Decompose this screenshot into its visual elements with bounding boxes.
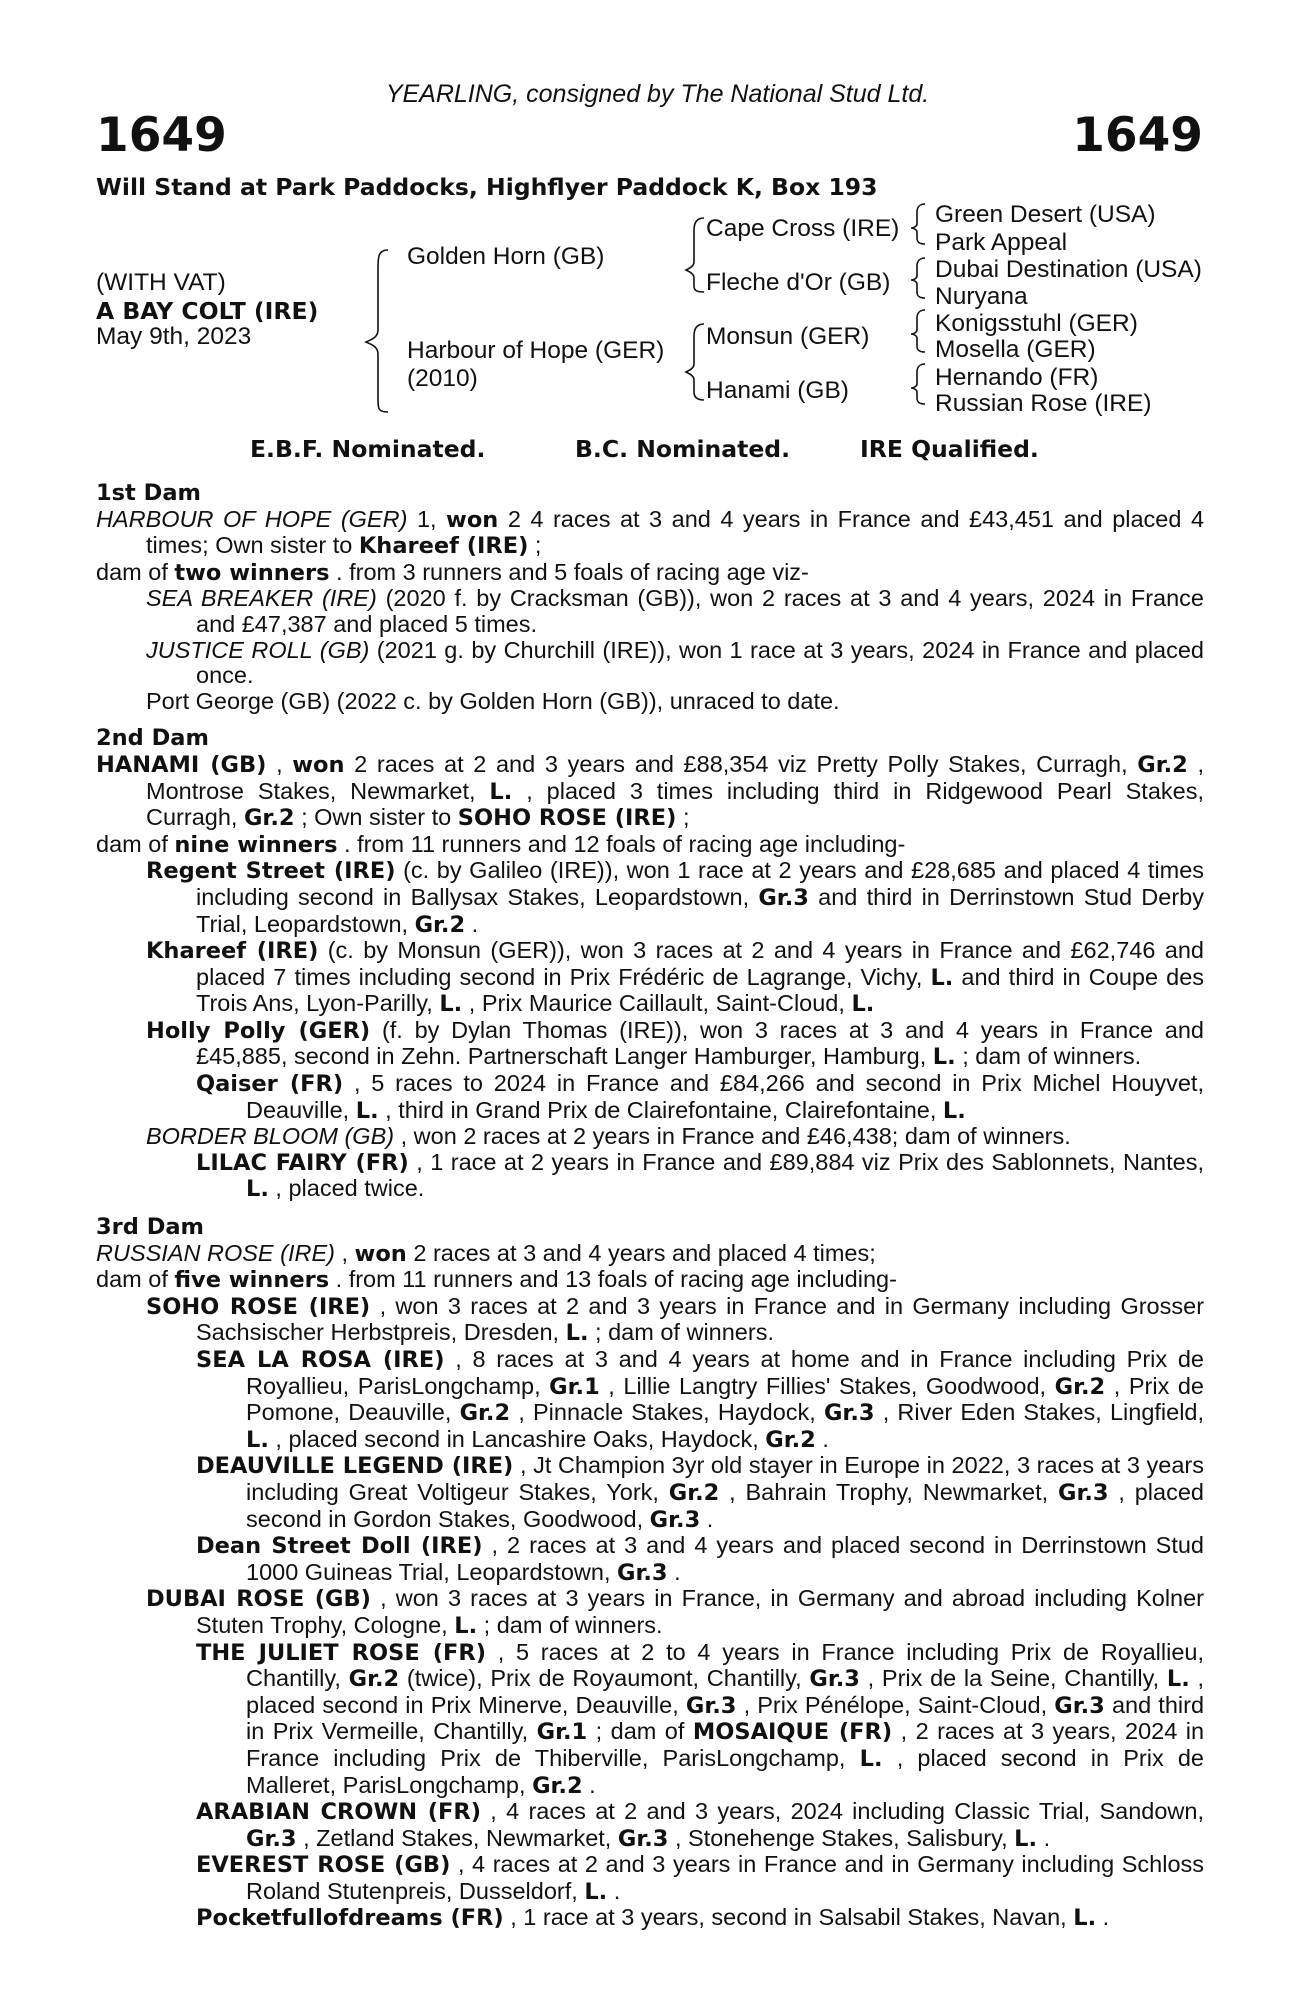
text-run: ; Own sister to [301,804,458,831]
bold-text: DEAUVILLE LEGEND (IRE) [196,1453,514,1480]
bold-text: Gr.3 [649,1506,701,1533]
text-run: and third in Prix Vermeille, Chantilly, [246,1691,1205,1745]
text-run: 1, [416,505,447,532]
dam-section [96,1215,1204,1932]
text-run: and third in Coupe des Trois Ans, Lyon-Parilly, [196,963,1205,1017]
bold-text: Gr.1 [536,1719,588,1746]
text-run: , 5 races to 2024 in France and £84,266 and second in Prix Michel Houyvet, Deauville, [246,1070,1204,1123]
bold-text: L. [489,778,513,805]
bold-text: Khareef (IRE) [146,938,319,965]
bold-text: won [354,1240,407,1267]
text-run: , Prix Pénélope, Saint-Cloud, [743,1691,1055,1718]
bold-text: Gr.3 [617,1825,669,1852]
bold-text: HANAMI (GB) [96,751,267,778]
produce-record [96,1294,1204,1347]
bold-text: EVEREST ROSE (GB) [196,1852,451,1879]
lot-number-right: 1649 [1072,108,1203,163]
sire-name: Golden Horn (GB) [407,243,605,270]
bold-text: Qaiser (FR) [196,1071,344,1098]
bold-text: won [292,751,345,778]
text-run: , 5 races at 2 to 4 years in France including Prix de Royallieu, Chantilly, [246,1638,1205,1692]
bold-text: Gr.2 [1054,1373,1106,1400]
text-run: . from 11 runners and 13 foals of racing age including- [335,1266,897,1293]
dam-section [96,726,1204,1203]
bold-text: Gr.2 [243,805,295,832]
text-run: , Prix de Pomone, Deauville, [246,1372,1205,1426]
text-run: 2 races at 2 and 3 years and £88,354 viz Pretty Polly Stakes, Curragh, [354,750,1138,777]
text-run: , Zetland Stakes, Newmarket, [303,1824,618,1851]
dam-section-heading: 3rd Dam [96,1214,204,1241]
text-run: , placed second in Lancashire Oaks, Haydock, [275,1425,766,1452]
text-run: , 1 race at 3 years, second in Salsabil Stakes, Navan, [510,1904,1074,1931]
bold-text: Gr.2 [459,1400,511,1427]
text-run: (c. by Galileo (IRE)), won 1 race at 2 years and £28,685 and placed 4 times including second in Ballysax Stakes, Leopardstown, [196,857,1205,910]
bold-text: L. [246,1426,269,1453]
text-run: dam of [96,1266,175,1293]
text-run: ; dam of winners. [483,1611,663,1638]
bold-text: won [446,506,499,533]
bold-text: LILAC FAIRY (FR) [196,1149,409,1176]
produce-record [96,586,1204,637]
ire-qualification: IRE Qualified. [860,435,1039,463]
text-run: , 1 race at 2 years in France and £89,884 viz Prix des Sablonnets, Nantes, [416,1148,1204,1175]
produce-record [96,507,1204,560]
text-run: . [613,1877,621,1904]
bold-text: Pocketfullofdreams (FR) [196,1905,504,1932]
text-run: , placed second in Prix Minerve, Deauville, [246,1665,1205,1718]
bold-text: Gr.3 [823,1400,875,1427]
bold-text: L. [1166,1666,1190,1693]
text-run: , placed 3 times including third in Ridgewood Pearl Stakes, Curragh, [146,777,1204,831]
bold-text: Gr.3 [617,1559,668,1586]
sire-sire: Cape Cross (IRE) [706,215,900,242]
bold-text: L. [932,1044,956,1071]
text-run: . [471,910,479,937]
bold-text: Gr.1 [549,1373,600,1400]
bold-text: THE JULIET ROSE (FR) [196,1639,486,1666]
text-run: , won 3 races at 3 years in France, in Germany and abroad including Kolner Stuten Trophy, Cologne, [196,1585,1205,1638]
bold-text: Gr.3 [1054,1692,1105,1719]
produce-record [96,1640,1204,1800]
text-run: , Bahrain Trophy, Newmarket, [729,1478,1058,1505]
foaling-date: May 9th, 2023 [96,323,252,350]
bold-text: Gr.3 [685,1692,737,1719]
produce-record [96,689,1204,715]
bold-text: SEA LA ROSA (IRE) [196,1347,445,1373]
text-run: . from 11 runners and 12 foals of racing age including- [344,830,906,857]
dam-dam: Hanami (GB) [706,377,849,404]
bold-text: ARABIAN CROWN (FR) [196,1799,481,1826]
produce-record [96,1533,1204,1586]
text-run: 2 races at 3 and 4 years and placed 4 times; [413,1239,876,1266]
bold-text: L. [454,1612,478,1639]
dam-dam-sire: Hernando (FR) [935,364,1099,391]
text-run: , placed twice. [275,1175,425,1202]
produce-record [96,1347,1204,1453]
bold-text: Gr.3 [246,1825,297,1852]
italic-text: BORDER BLOOM (GB) [146,1123,395,1150]
bold-text: L. [930,964,954,991]
produce-record [96,752,1204,832]
text-run: ; dam of winners. [962,1043,1142,1070]
text-run: ; [682,804,690,831]
bold-text: L. [355,1097,379,1124]
sire-sire-dam: Park Appeal [935,229,1068,256]
text-run: , Pinnacle Stakes, Haydock, [518,1399,824,1426]
dam-sire-dam: Mosella (GER) [935,336,1096,363]
bold-text: five winners [174,1267,330,1294]
produce-record [96,1267,1204,1294]
lot-number-left: 1649 [96,108,227,163]
text-run: , Prix Maurice Caillault, Saint-Cloud, [468,990,852,1017]
bold-text: DUBAI ROSE (GB) [146,1586,371,1613]
text-run: , [276,750,293,777]
text-run: , Stonehenge Stakes, Salisbury, [674,1824,1015,1851]
text-run: , 8 races at 3 and 4 years at home and in France including Prix de Royallieu, ParisLongchamp, [246,1346,1204,1399]
text-run: , third in Grand Prix de Clairefontaine, Clairefontaine, [385,1096,943,1123]
produce-record [96,1150,1204,1203]
vat-note: (WITH VAT) [96,269,226,296]
bold-text: Gr.2 [1137,751,1188,778]
dam-section-heading: 1st Dam [96,480,201,506]
text-run: ; dam of winners. [595,1319,774,1346]
produce-record [96,1852,1204,1905]
italic-text: RUSSIAN ROSE (IRE) [96,1239,335,1266]
bold-text: L. [439,991,463,1018]
produce-record [96,560,1204,587]
bold-text: Gr.2 [532,1772,583,1799]
dam-sire-sire: Konigsstuhl (GER) [935,310,1138,337]
produce-record [96,938,1204,1018]
produce-record [96,1586,1204,1639]
text-run: , Lillie Langtry Fillies' Stakes, Goodwood, [608,1372,1055,1399]
text-run: , [341,1239,355,1266]
bold-text: SOHO ROSE (IRE) [146,1293,371,1320]
italic-text: HARBOUR OF HOPE (GER) [96,505,408,532]
bold-text: Gr.2 [348,1666,400,1693]
horse-name: A BAY COLT (IRE) [96,297,319,325]
bold-text: L. [584,1878,608,1905]
consignment-line: YEARLING, consigned by The National Stud Ltd. [385,80,930,108]
text-run: dam of [96,558,175,585]
bold-text: nine winners [174,831,338,858]
dam-year: (2010) [407,365,478,392]
sire-sire-sire: Green Desert (USA) [935,201,1156,228]
bold-text: two winners [174,559,330,586]
dam-dam-dam: Russian Rose (IRE) [935,390,1152,417]
text-run: . [1102,1904,1110,1931]
text-run: , placed second in Gordon Stakes, Goodwood, [246,1478,1204,1532]
text-run: (2020 f. by Cracksman (GB)), won 2 races at 3 and 4 years, 2024 in France and £47,387 and placed 5 times. [196,585,1204,637]
sire-dam: Fleche d'Or (GB) [706,269,891,296]
dam-section [96,481,1204,714]
produce-record [96,1453,1204,1533]
bold-text: Gr.2 [668,1479,720,1506]
produce-record [96,1241,1204,1268]
dam-section-heading: 2nd Dam [96,725,209,752]
text-run: . [706,1505,714,1532]
italic-text: SEA BREAKER (IRE) [146,585,377,612]
produce-record [96,832,1204,859]
produce-record [96,1071,1204,1124]
text-run: . [674,1558,681,1585]
text-run: dam of [96,830,175,857]
text-run: . [822,1425,829,1452]
bold-text: Regent Street (IRE) [146,858,396,885]
dam-name: Harbour of Hope (GER) [407,337,665,364]
text-run: , River Eden Stakes, Lingfield, [882,1399,1205,1426]
text-run: , won 3 races at 2 and 3 years in France and in Germany including Grosser Sachsischer Herbstpreis, Dresden, [196,1292,1205,1346]
text-run: , placed second in Prix de Malleret, ParisLongchamp, [246,1744,1204,1798]
text-run: , Montrose Stakes, Newmarket, [146,750,1205,804]
dam-sire: Monsun (GER) [706,323,870,350]
bold-text: Gr.2 [765,1426,816,1453]
text-run: ; dam of [595,1718,693,1745]
produce-record [96,1124,1204,1150]
bc-nomination: B.C. Nominated. [575,435,791,463]
text-run: ; [534,532,542,559]
bold-text: Gr.2 [414,911,466,938]
bold-text: Holly Polly (GER) [146,1017,371,1044]
bold-text: L. [851,991,875,1018]
produce-record [96,638,1204,689]
text-run: , 2 races at 3 years, 2024 in France including Prix de Thiberville, ParisLongchamp, [246,1718,1205,1771]
text-run: (c. by Monsun (GER)), won 3 races at 2 and 4 years in France and £62,746 and placed 7 times including second in Prix Frédéric de Lagrange, Vichy, [196,937,1204,990]
bold-text: L. [1014,1825,1038,1852]
text-run: Port George (GB) (2022 c. by Golden Horn (GB)), unraced to date. [146,687,840,714]
bold-text: L. [859,1745,883,1772]
text-run: (f. by Dylan Thomas (IRE)), won 3 races at 3 and 4 years in France and £45,885, second in Zehn. Partnerschaft Langer Hamburger, Hamburg, [196,1016,1204,1070]
text-run: , 4 races at 2 and 3 years in France and in Germany including Schloss Roland Stutenpreis, Dusseldorf, [246,1851,1205,1904]
text-run: , Prix de la Seine, Chantilly, [867,1665,1167,1692]
stand-location: Will Stand at Park Paddocks, Highflyer Paddock K, Box 193 [96,173,878,201]
bold-text: L. [1073,1905,1097,1932]
bold-text: Gr.3 [758,884,809,911]
text-run: , won 2 races at 2 years in France and £46,438; dam of winners. [400,1123,1071,1150]
produce-record [96,858,1204,938]
text-run: . [1043,1824,1051,1851]
italic-text: JUSTICE ROLL (GB) [146,636,370,663]
text-run: 2 4 races at 3 and 4 years in France and £43,451 and placed 4 times; Own sister to [146,505,1205,559]
text-run: (twice), Prix de Royaumont, Chantilly, [406,1665,810,1692]
produce-record [96,1905,1204,1932]
bold-text: L. [565,1320,589,1347]
text-run: . [589,1771,596,1798]
bold-text: Dean Street Doll (IRE) [196,1533,483,1560]
text-run: , 4 races at 2 and 3 years, 2024 including Classic Trial, Sandown, [490,1798,1204,1825]
sire-dam-sire: Dubai Destination (USA) [935,256,1202,283]
catalogue-page-text [96,481,1204,1932]
ebf-nomination: E.B.F. Nominated. [250,435,486,463]
bold-text: SOHO ROSE (IRE) [457,805,677,832]
text-run: . from 3 runners and 5 foals of racing age viz- [336,558,809,585]
text-run: (2021 g. by Churchill (IRE)), won 1 race at 3 years, 2024 in France and placed once. [196,636,1204,689]
sire-dam-dam: Nuryana [935,283,1028,310]
bold-text: Gr.3 [1057,1479,1109,1506]
bold-text: Gr.3 [809,1666,860,1693]
produce-record [96,1799,1204,1852]
bold-text: Khareef (IRE) [358,533,529,560]
bold-text: L. [942,1097,966,1124]
text-run: , Jt Champion 3yr old stayer in Europe in 2022, 3 races at 3 years including Great Voltigeur Stakes, York, [246,1452,1204,1505]
bold-text: MOSAIQUE (FR) [692,1719,893,1746]
text-run: , 2 races at 3 and 4 years and placed second in Derrinstown Stud 1000 Guineas Trial, Leopardstown, [246,1532,1204,1585]
bold-text: L. [246,1176,269,1203]
text-run: and third in Derrinstown Stud Derby Trial, Leopardstown, [196,883,1204,937]
produce-record [96,1018,1204,1071]
